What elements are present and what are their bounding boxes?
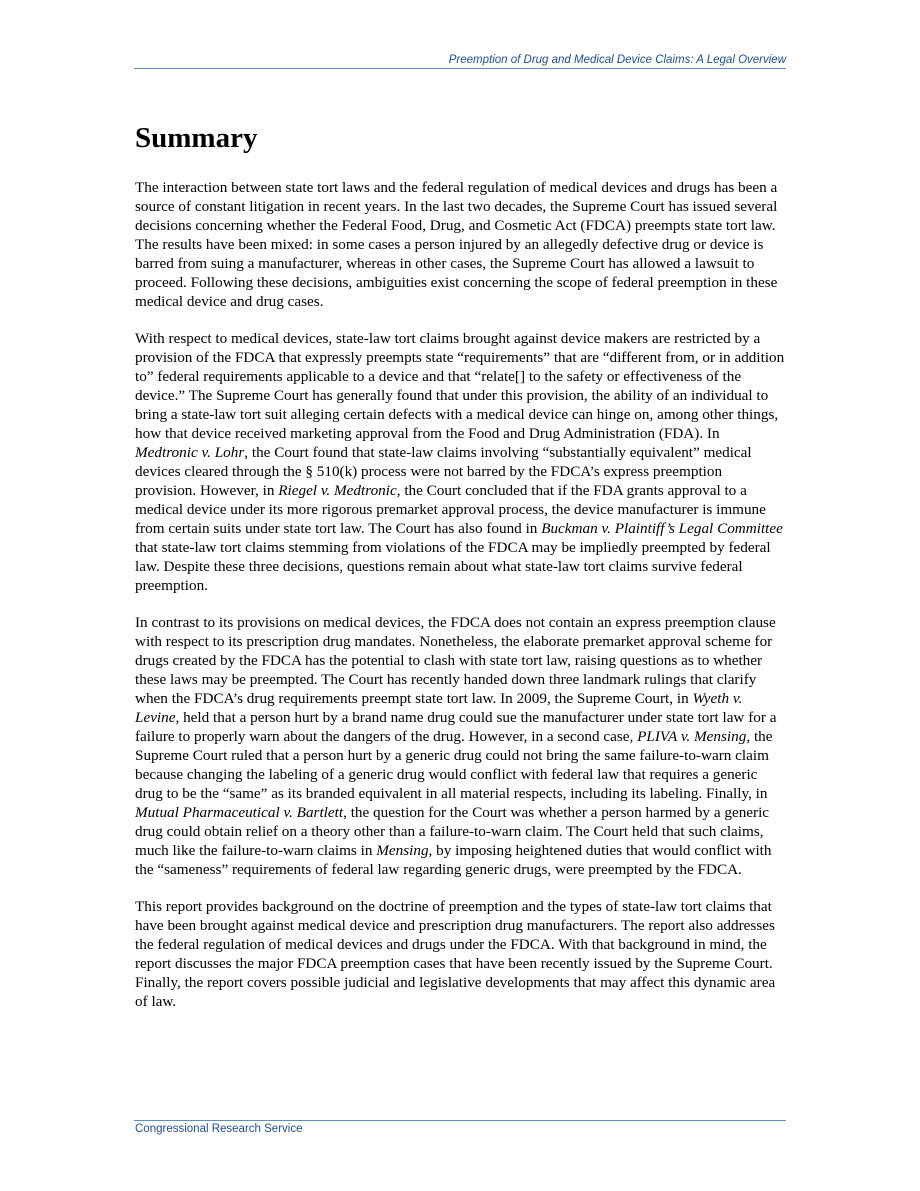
footer-rule [134,1120,786,1121]
footer-org: Congressional Research Service [135,1123,303,1135]
summary-paragraph [135,329,785,595]
paragraph-text: The interaction between state tort laws and the federal regulation of medical devices and drugs has been a source of constant litigation in recent years. In the last two decades, the Supreme Court has issued several decisions concerning whether the Federal Food, Drug, and Cosmetic Act (FDCA) preempts state tort law. The results have been mixed: in some cases a person injured by an allegedly defective drug or device is barred from suing a manufacturer, whereas in other cases, the Supreme Court has allowed a lawsuit to proceed. Following these decisions, ambiguities exist concerning the scope of federal preemption in these medical device and drug cases. [135,179,778,310]
running-header: Preemption of Drug and Medical Device Claims: A Legal Overview [448,54,786,66]
summary-body [135,178,785,1029]
paragraph-text: This report provides background on the doctrine of preemption and the types of state-law tort claims that have been brought against medical device and prescription drug manufacturers. The report also addresses the federal regulation of medical devices and drugs under the FDCA. With that background in mind, the report discusses the major FDCA preemption cases that have been recently issued by the Supreme Court. Finally, the report covers possible judicial and legislative developments that may affect this dynamic area of law. [135,898,776,1010]
case-name: PLIVA v. Mensing [637,728,747,745]
paragraph-text: , by imposing heightened duties that would conflict with the “sameness” requirements of federal law regarding generic drugs, were preempted by the FDCA. [135,842,772,878]
summary-paragraph [135,178,785,311]
case-name: Mutual Pharmaceutical v. Bartlett [135,804,344,821]
header-rule [134,68,786,69]
paragraph-text: that state-law tort claims stemming from violations of the FDCA may be impliedly preempted by federal law. Despite these three decisions, questions remain about what state-law tort claims survive federal preemption. [135,539,771,594]
paragraph-text: In contrast to its provisions on medical devices, the FDCA does not contain an express preemption clause with respect to its prescription drug mandates. Nonetheless, the elaborate premarket approval scheme for drugs created by the FDCA has the potential to clash with state tort law, raising questions as to whether these laws may be preempted. The Court has recently handed down three landmark rulings that clarify when the FDCA’s drug requirements preempt state tort law. In 2009, the Supreme Court, in [135,614,776,707]
paragraph-text: , the Court found that state-law claims involving “substantially equivalent” medical devices cleared through the § 510(k) process were not barred by the FDCA’s express preemption provision. However, in [135,444,752,499]
page-title: Summary [135,122,258,154]
case-name: Buckman v. Plaintiff’s Legal Committee [541,520,783,537]
case-name: Riegel v. Medtronic [278,482,397,499]
paragraph-text: , the Court concluded that if the FDA grants approval to a medical device under its more rigorous premarket approval process, the device manufacturer is immune from certain suits under state tort law. The Court has also found in [135,482,766,537]
case-name: Mensing [376,842,429,859]
paragraph-text: , the question for the Court was whether a person harmed by a generic drug could obtain relief on a theory other than a failure-to-warn claim. The Court held that such claims, much like the failure-to-warn claims in [135,804,770,859]
case-name: Wyeth v. Levine [135,690,743,726]
paragraph-text: , the Supreme Court ruled that a person hurt by a generic drug could not bring the same failure-to-warn claim because changing the labeling of a generic drug would conflict with federal law that requires a generic drug to be the “same” as its branded equivalent in all material respects, including its labeling. Finally, in [135,728,773,802]
summary-paragraph [135,613,785,879]
paragraph-text: With respect to medical devices, state-law tort claims brought against device makers are restricted by a provision of the FDCA that expressly preempts state “requirements” that are “different from, or in addition to” federal requirements applicable to a device and that “relate[] to the safety or effectiveness of the device.” The Supreme Court has generally found that under this provision, the ability of an individual to bring a state-law tort suit alleging certain defects with a medical device can hinge on, among other things, how that device received marketing approval from the Food and Drug Administration (FDA). In [135,330,785,442]
paragraph-text: , held that a person hurt by a brand name drug could sue the manufacturer under state tort law for a failure to properly warn about the dangers of the drug. However, in a second case, [135,709,777,745]
summary-paragraph [135,897,785,1011]
case-name: Medtronic v. Lohr [135,444,245,461]
